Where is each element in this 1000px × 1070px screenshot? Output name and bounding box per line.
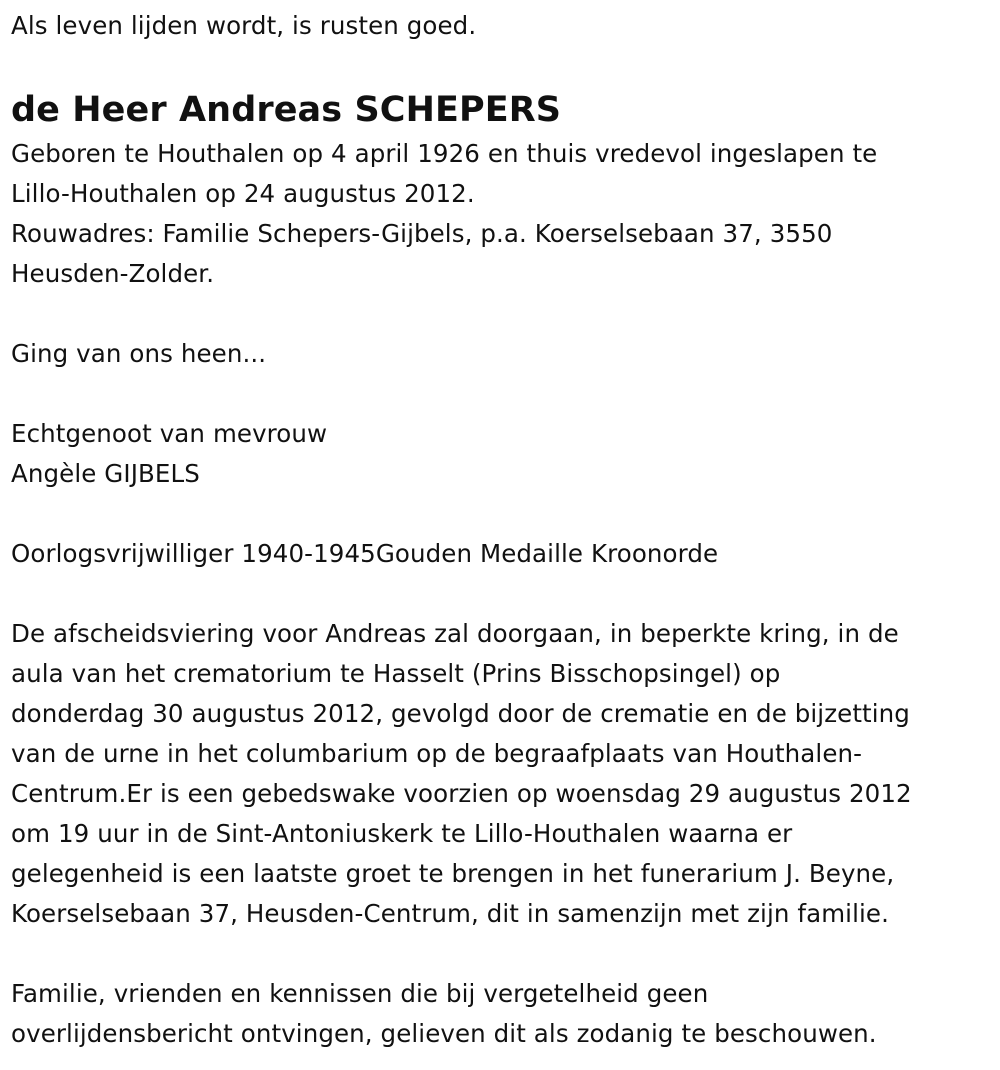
spouse-line-2: Angèle GIJBELS bbox=[11, 459, 200, 488]
birth-line-1: Geboren te Houthalen op 4 april 1926 en thuis vredevol ingeslapen te bbox=[11, 139, 878, 168]
closing-line-2: overlijdensbericht ontvingen, gelieven dit als zodanig te beschouwen. bbox=[11, 1019, 877, 1048]
mourning-address bbox=[11, 214, 986, 294]
ceremony-line: gelegenheid is een laatste groet te brengen in het funerarium J. Beyne, bbox=[11, 859, 895, 888]
ceremony-paragraph bbox=[11, 614, 986, 934]
deceased-name: de Heer Andreas SCHEPERS bbox=[11, 90, 562, 130]
address-line-1: Rouwadres: Familie Schepers-Gijbels, p.a. Koerselsebaan 37, 3550 bbox=[11, 219, 833, 248]
ceremony-line: Centrum.Er is een gebedswake voorzien op woensdag 29 augustus 2012 bbox=[11, 779, 912, 808]
address-line-2: Heusden-Zolder. bbox=[11, 259, 215, 288]
birth-death-info bbox=[11, 134, 986, 214]
ceremony-line: donderdag 30 augustus 2012, gevolgd door de crematie en de bijzetting bbox=[11, 699, 910, 728]
ceremony-line: om 19 uur in de Sint-Antoniuskerk te Lillo-Houthalen waarna er bbox=[11, 819, 793, 848]
departed-line: Ging van ons heen... bbox=[11, 339, 267, 368]
ceremony-line: De afscheidsviering voor Andreas zal doorgaan, in beperkte kring, in de bbox=[11, 619, 899, 648]
birth-line-2: Lillo-Houthalen op 24 augustus 2012. bbox=[11, 179, 475, 208]
ceremony-line: Koerselsebaan 37, Heusden-Centrum, dit in samenzijn met zijn familie. bbox=[11, 899, 889, 928]
opening-quote: Als leven lijden wordt, is rusten goed. bbox=[11, 11, 477, 40]
ceremony-line: aula van het crematorium te Hasselt (Prins Bisschopsingel) op bbox=[11, 659, 781, 688]
honors-line: Oorlogsvrijwilliger 1940-1945Gouden Medaille Kroonorde bbox=[11, 539, 719, 568]
spouse-line-1: Echtgenoot van mevrouw bbox=[11, 419, 328, 448]
spouse-info bbox=[11, 414, 986, 494]
obituary-document bbox=[11, 0, 986, 1054]
ceremony-line: van de urne in het columbarium op de begraafplaats van Houthalen- bbox=[11, 739, 863, 768]
closing-line-1: Familie, vrienden en kennissen die bij vergetelheid geen bbox=[11, 979, 709, 1008]
closing-paragraph bbox=[11, 974, 986, 1054]
